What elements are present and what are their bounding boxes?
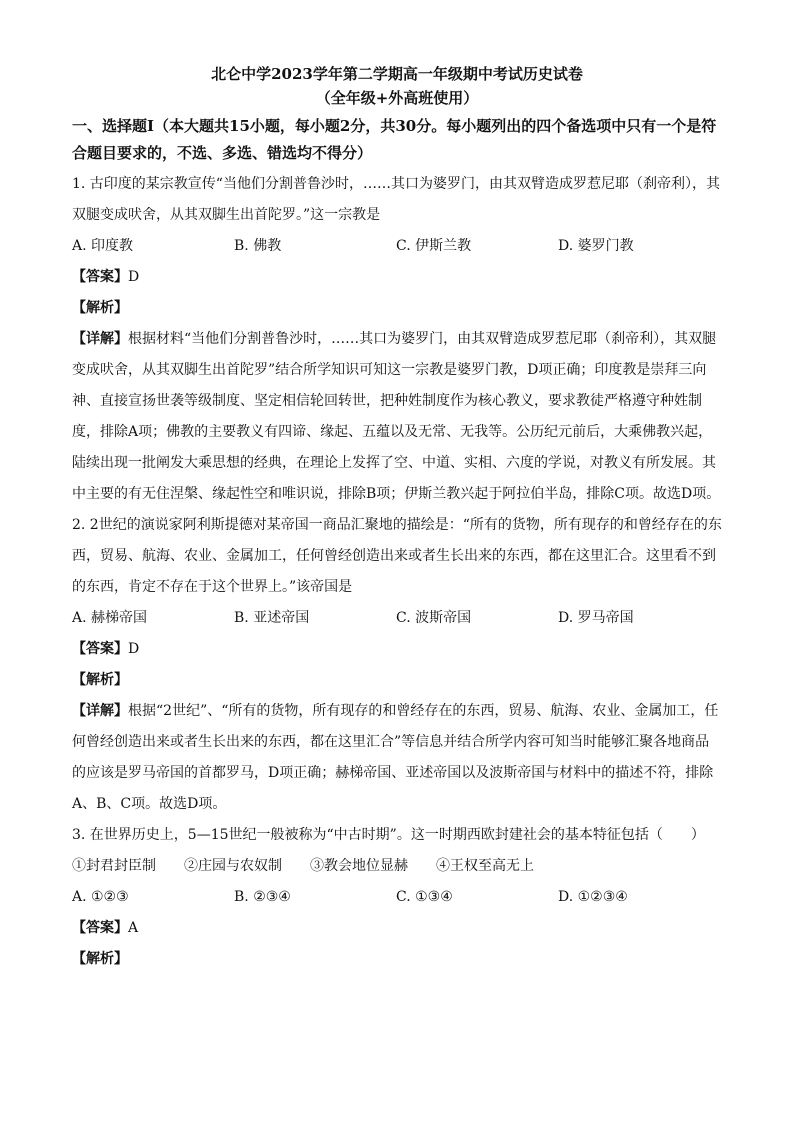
analysis-tag: 【解析】 xyxy=(72,672,128,688)
option-a: A. ①②③ xyxy=(72,889,129,905)
question-1 xyxy=(72,169,722,510)
question-3 xyxy=(72,820,722,975)
question-stem: 2. 2世纪的演说家阿利斯提德对某帝国一商品汇聚地的描绘是：“所有的货物，所有现存的和曾经存在的东西，贸易、航海、农业、金属加工，任何曾经创造出来或者生长出来的东西，都在这里汇合。这里看不到的东西，肯定不存在于这个世界上。”该帝国是 xyxy=(72,517,722,595)
option-d: D. 婆罗门教 xyxy=(558,238,634,254)
question-stem: 1. 古印度的某宗教宣传“当他们分割普鲁沙时，……其口为婆罗门，由其双臂造成罗惹尼耶（刹帝利），其双腿变成吠舍，从其双脚生出首陀罗。”这一宗教是 xyxy=(72,176,720,223)
detail-text: 根据材料“当他们分割普鲁沙时，……其口为婆罗门，由其双臂造成罗惹尼耶（刹帝利），其双腿变成吠舍，从其双脚生出首陀罗”结合所学知识可知这一宗教是婆罗门教，D项正确；印度教是崇拜三向神、直接宣扬世袭等级制度、坚定相信轮回转世，把种姓制度作为核心教义，要求教徒严格遵守种姓制度，排除A项；佛教的主要教义有四谛、缘起、五蕴以及无常、无我等。公历纪元前后，大乘佛教兴起，陆续出现一批阐发大乘思想的经典，在理论上发挥了空、中道、实相、六度的学说，对教义有所发展。其中主要的有无住涅槃、缘起性空和唯识说，排除B项；伊斯兰教兴起于阿拉伯半岛，排除C项。故选D项。 xyxy=(72,331,721,502)
statement-2: ②庄园与农奴制 xyxy=(184,858,282,874)
answer-tag: 【答案】 xyxy=(72,269,128,285)
section-heading: 一、选择题Ⅰ（本大题共15小题，每小题2分，共30分。每小题列出的四个备选项中只有一个是符合题目要求的，不选、多选、错选均不得分） xyxy=(72,117,717,162)
option-a: A. 赫梯帝国 xyxy=(72,610,148,626)
options-row xyxy=(72,231,722,262)
option-b: B. 佛教 xyxy=(234,238,282,254)
option-a: A. 印度教 xyxy=(72,238,134,254)
answer-value: D xyxy=(128,641,140,657)
exam-subtitle: （全年级+外高班使用） xyxy=(315,89,479,107)
detail-text: 根据“2世纪”、“所有的货物，所有现存的和曾经存在的东西，贸易、航海、农业、金属加工，任何曾经创造出来或者生长出来的东西，都在这里汇合”等信息并结合所学内容可知当时能够汇聚各地商品的应该是罗马帝国的首都罗马，D项正确；赫梯帝国、亚述帝国以及波斯帝国与材料中的描述不符，排除A、B、C项。故选D项。 xyxy=(72,703,719,812)
exam-page xyxy=(72,62,722,975)
options-row xyxy=(72,882,722,913)
option-b: B. ②③④ xyxy=(234,889,291,905)
answer-tag: 【答案】 xyxy=(72,641,128,657)
option-b: B. 亚述帝国 xyxy=(234,610,310,626)
detail-paragraph xyxy=(72,696,722,820)
detail-tag: 【详解】 xyxy=(72,703,128,719)
option-c: C. 伊斯兰教 xyxy=(396,238,472,254)
answer-line xyxy=(72,634,722,665)
analysis-tag: 【解析】 xyxy=(72,300,128,316)
answer-tag: 【答案】 xyxy=(72,920,128,936)
statement-3: ③教会地位显赫 xyxy=(310,858,408,874)
option-d: D. ①②③④ xyxy=(558,889,628,905)
statement-items xyxy=(72,851,722,882)
analysis-tag: 【解析】 xyxy=(72,951,128,967)
options-row xyxy=(72,603,722,634)
statement-1: ①封君封臣制 xyxy=(72,858,156,874)
answer-value: A xyxy=(128,920,139,936)
detail-paragraph xyxy=(72,324,722,510)
statement-4: ④王权至高无上 xyxy=(436,858,534,874)
question-2 xyxy=(72,510,722,820)
question-stem: 3. 在世界历史上，5—15世纪一般被称为“中古时期”。这一时期西欧封建社会的基本特征包括（ ） xyxy=(72,827,705,843)
answer-line xyxy=(72,913,722,944)
option-d: D. 罗马帝国 xyxy=(558,610,634,626)
exam-title: 北仑中学2023学年第二学期高一年级期中考试历史试卷 xyxy=(211,65,583,83)
answer-value: D xyxy=(128,269,140,285)
option-c: C. 波斯帝国 xyxy=(396,610,472,626)
detail-tag: 【详解】 xyxy=(72,331,128,347)
option-c: C. ①③④ xyxy=(396,889,453,905)
answer-line xyxy=(72,262,722,293)
